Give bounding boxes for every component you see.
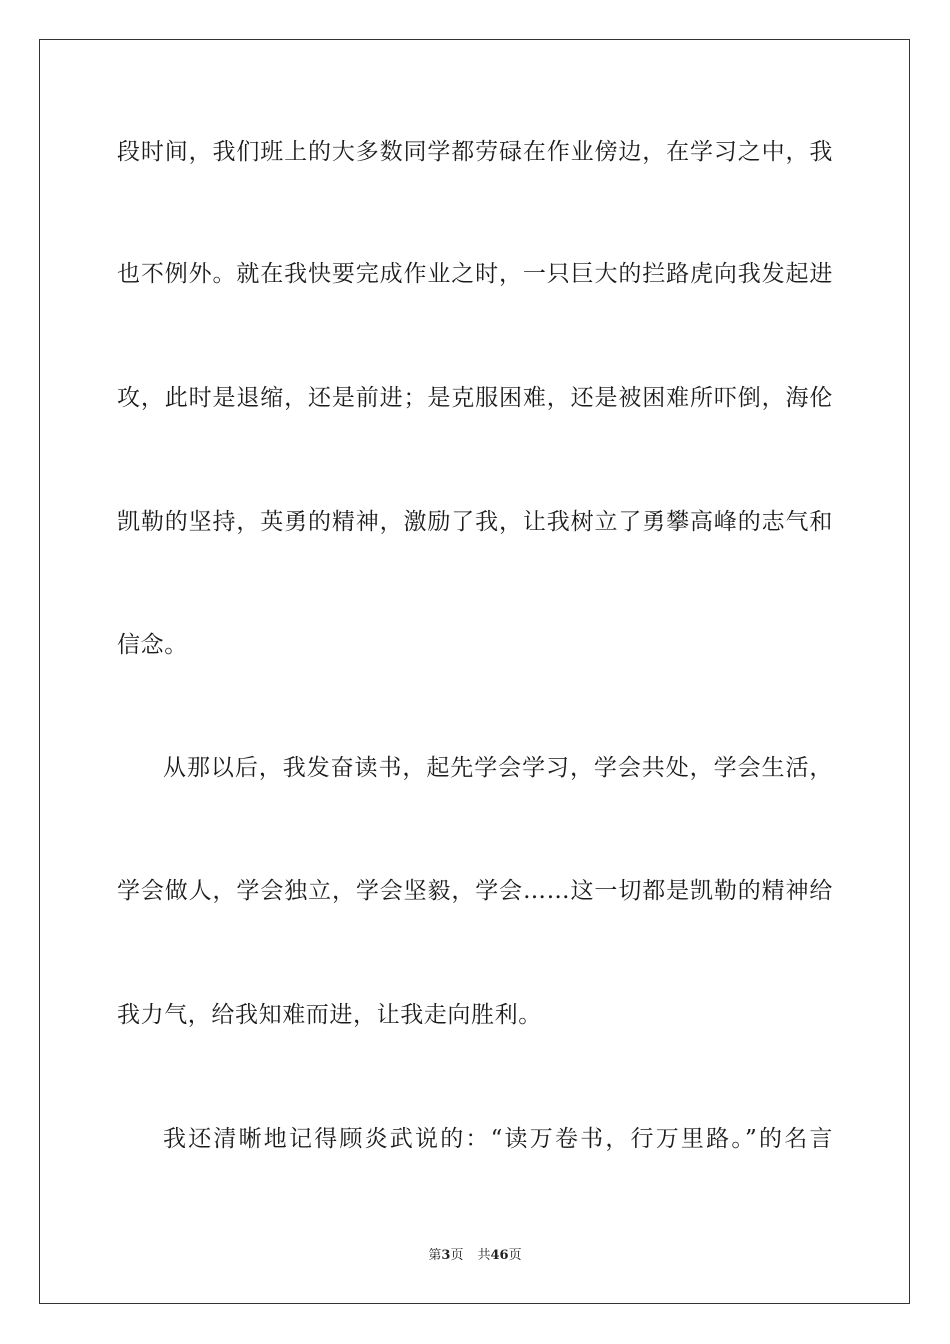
- total-label-prefix: 共: [477, 1248, 491, 1263]
- body-text-line: 信念。: [117, 632, 188, 658]
- body-text-line: 学会做人，学会独立，学会坚毅，学会……这一切都是凯勒的精神给: [117, 878, 833, 904]
- paragraph-first-line: 从那以后，我发奋读书，起先学会学习，学会共处，学会生活，: [163, 755, 833, 781]
- page-footer: [0, 1247, 950, 1265]
- body-text-line: 我力气，给我知难而进，让我走向胜利。: [117, 1002, 542, 1028]
- page-border: [39, 39, 910, 1304]
- body-text-line: 攻，此时是退缩，还是前进；是克服困难，还是被困难所吓倒，海伦: [117, 385, 833, 411]
- page-number: 3: [441, 1248, 451, 1263]
- page-label-prefix: 第: [428, 1248, 442, 1263]
- total-label-suffix: 页: [508, 1248, 522, 1263]
- paragraph-first-line: 我还清晰地记得顾炎武说的：“读万卷书，行万里路。”的名言: [163, 1126, 833, 1152]
- total-pages: 46: [490, 1248, 509, 1263]
- body-text-line: 也不例外。就在我快要完成作业之时，一只巨大的拦路虎向我发起进: [117, 261, 833, 287]
- body-text-line: 凯勒的坚持，英勇的精神，激励了我，让我树立了勇攀高峰的志气和: [117, 509, 833, 535]
- page-label-suffix: 页: [450, 1248, 464, 1263]
- body-text-line: 段时间，我们班上的大多数同学都劳碌在作业傍边，在学习之中，我: [117, 139, 833, 165]
